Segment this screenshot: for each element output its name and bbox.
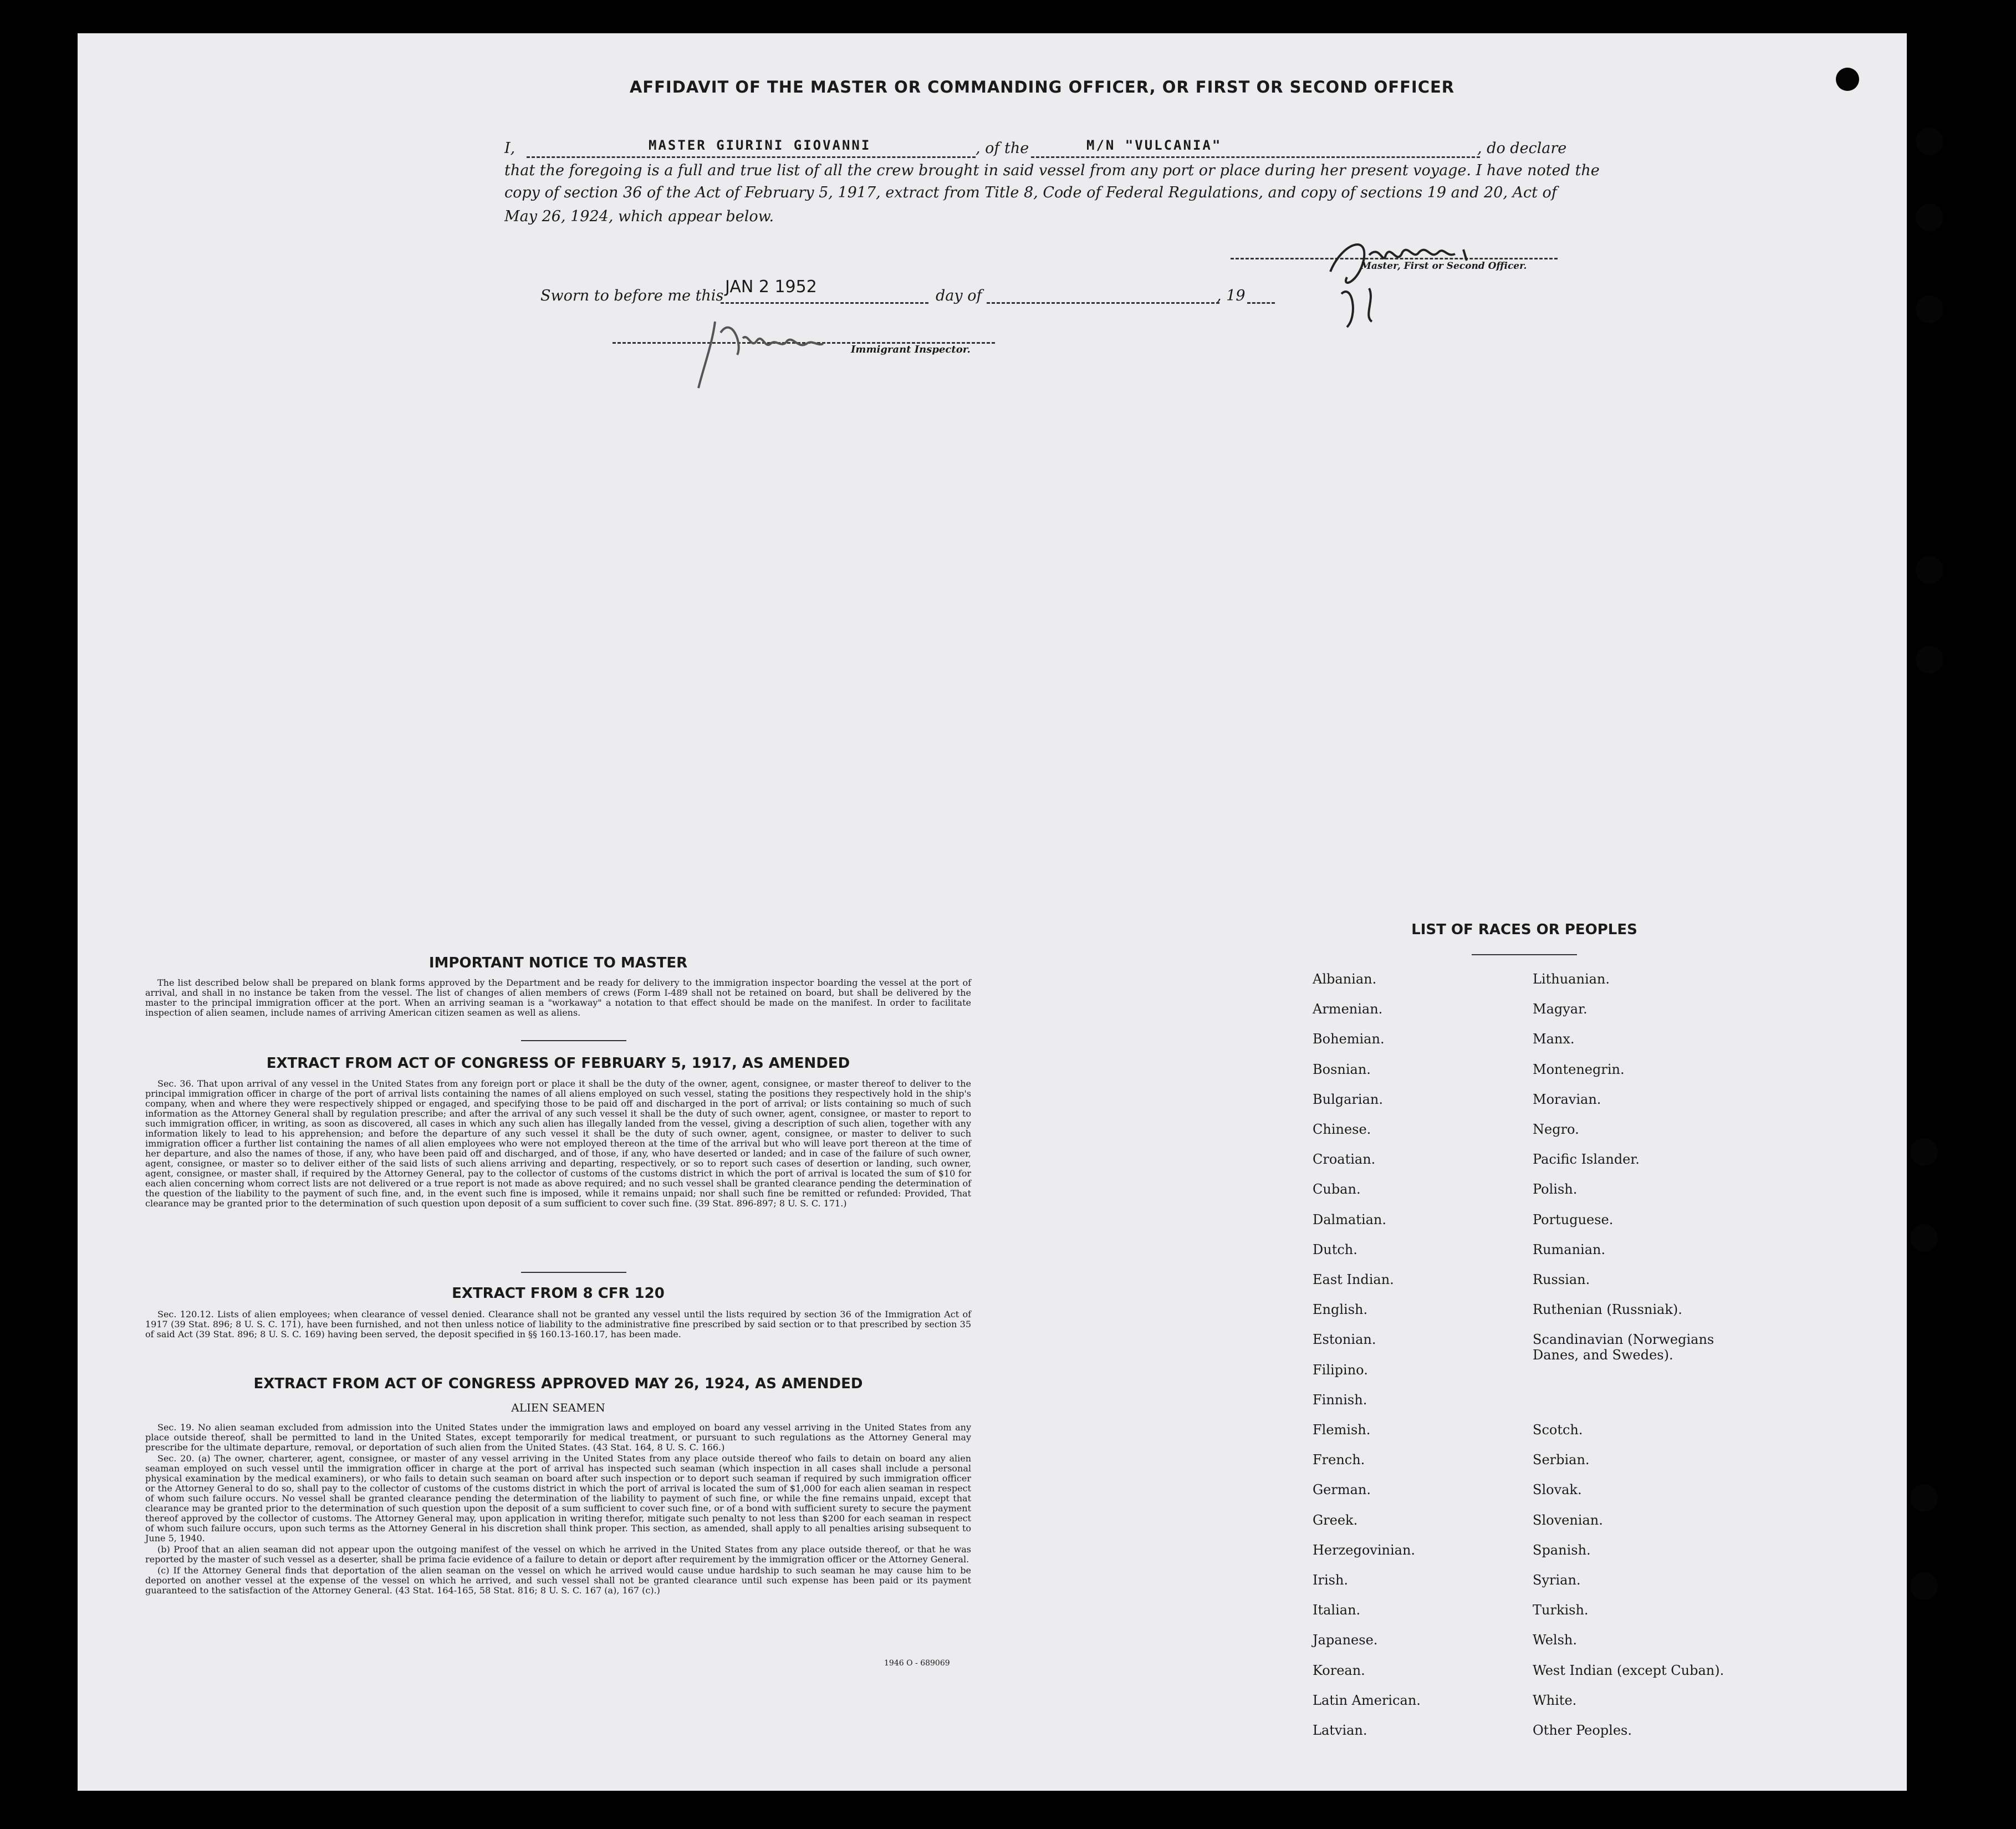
race-item: Other Peoples.	[1533, 1723, 1632, 1738]
race-item: Italian.	[1313, 1602, 1361, 1618]
race-item: Danes, and Swedes).	[1533, 1347, 1673, 1363]
declaration-line-3: May 26, 1924, which appear below.	[504, 208, 774, 225]
officer-signature	[1319, 222, 1508, 333]
race-item: Scotch.	[1533, 1422, 1583, 1438]
race-item: Filipino.	[1313, 1362, 1368, 1378]
extract-cfr-title: EXTRACT FROM 8 CFR 120	[452, 1285, 665, 1302]
race-item: Croatian.	[1313, 1152, 1376, 1167]
race-item: Welsh.	[1533, 1632, 1577, 1648]
race-item: Slovak.	[1533, 1482, 1582, 1497]
race-item: White.	[1533, 1693, 1577, 1708]
race-item: Albanian.	[1313, 971, 1377, 987]
vessel-line	[1031, 156, 1480, 158]
race-item: Rumanian.	[1533, 1242, 1606, 1257]
race-item: Dutch.	[1313, 1242, 1357, 1257]
race-item: Ruthenian (Russniak).	[1533, 1302, 1682, 1317]
race-item: Serbian.	[1533, 1452, 1590, 1468]
notice-title: IMPORTANT NOTICE TO MASTER	[428, 955, 688, 971]
year-line	[1247, 302, 1275, 304]
races-title-underline	[1472, 954, 1577, 955]
section-20c: (c) If the Attorney General finds that deportation of the alien seaman on the vessel on which he arrived would cause undue hardship to such seaman he may cause him to be deported on another vessel at the expense of the vessel on which he arrived, and such vessel shall not be granted clearance until such expense has been paid or its payment guaranteed to the satisfaction of the Attorney General. (43 Stat. 164-165, 58 Stat. 816; 8 U. S. C. 167 (a), 167 (c).)	[145, 1565, 971, 1596]
race-item: Herzegovinian.	[1313, 1542, 1416, 1558]
race-item: Chinese.	[1313, 1122, 1371, 1137]
race-item: Moravian.	[1533, 1092, 1601, 1107]
race-item: Bohemian.	[1313, 1031, 1385, 1047]
punch-hole	[1916, 128, 1943, 155]
race-item: German.	[1313, 1482, 1371, 1497]
race-item: Manx.	[1533, 1031, 1575, 1047]
year-prefix: , 19	[1217, 287, 1246, 304]
race-item: Polish.	[1533, 1181, 1578, 1197]
i-label: I,	[504, 140, 516, 157]
inspector-label: Immigrant Inspector.	[851, 344, 971, 355]
extract-cfr-text: Sec. 120.12. Lists of alien employees; when clearance of vessel denied. Clearance shall not be granted any vessel until the lists required by section 36 of the Immigration Act of 1917 (39 Stat. 896; 8 U. S. C. 171), have been furnished, and not then unless notice of liability to the administrative fine prescribed by said section or to that prescribed by section 35 of said Act (39 Stat. 896; 8 U. S. C. 169) having been served, the deposit specified in §§ 160.13-160.17, has been made.	[145, 1309, 971, 1339]
punch-hole	[1910, 1484, 1938, 1512]
sworn-label: Sworn to before me this	[540, 287, 724, 304]
punch-hole	[1916, 296, 1943, 323]
race-item: Korean.	[1313, 1663, 1365, 1678]
section-19: Sec. 19. No alien seaman excluded from admission into the United States under the immigration laws and employed on board any vessel arriving in the United States from any place outside thereof, shall be permitted to land in the United States, except temporarily for medical treatment, or pursuant to such regulations as the Attorney General may prescribe for the ultimate departure, removal, or deportation of such alien from the United States. (43 Stat. 164, 8 U. S. C. 166.)	[145, 1422, 971, 1453]
punch-hole	[1836, 68, 1859, 91]
punch-hole	[1910, 1224, 1938, 1252]
race-item: Irish.	[1313, 1572, 1349, 1588]
day-of-line	[987, 302, 1219, 304]
race-item: Greek.	[1313, 1512, 1358, 1528]
extract-1924-title: EXTRACT FROM ACT OF CONGRESS APPROVED MAY 26, 1924, AS AMENDED	[253, 1375, 863, 1392]
punch-hole	[1910, 1572, 1938, 1600]
race-item: East Indian.	[1313, 1272, 1394, 1287]
race-item: Magyar.	[1533, 1001, 1588, 1017]
race-item: Pacific Islander.	[1533, 1152, 1640, 1167]
punch-hole	[1916, 203, 1943, 231]
punch-hole	[1910, 1138, 1938, 1166]
race-item: Slovenian.	[1533, 1512, 1603, 1528]
section-20a: Sec. 20. (a) The owner, charterer, agent, consignee, or master of any vessel arriving in the United States from any place outside thereof who fails to detain on board any alien seaman employed on such vessel until the immigration officer in charge at the port of arrival has inspected such seaman (which inspection in all cases shall include a personal physical examination by the medical examiners), or who fails to detain such seaman on board after such inspection or to deport such seaman if required by such immigration officer or the Attorney General to do so, shall pay to the collector of customs of the customs district in which the port of arrival is located the sum of $1,000 for each alien seaman in respect of whom such failure occurs. No vessel shall be granted clearance pending the determination of the liability to payment of such fine, or while the fine remains unpaid, except that clearance may be granted prior to the determination of such question upon the deposit of a sum sufficient to cover such fine, or of a bond with sufficient surety to secure the payment thereof approved by the collector of customs. The Attorney General may, upon application in writing therefor, mitigate such penalty to not less than $200 for each seaman in respect of whom such failure occurs, upon such terms as the Attorney General in his discretion shall think proper. This section, as amended, shall apply to all penalties arising subsequent to June 5, 1940.	[145, 1453, 971, 1543]
race-item: West Indian (except Cuban).	[1533, 1663, 1724, 1678]
race-item: Latvian.	[1313, 1723, 1367, 1738]
race-item: Dalmatian.	[1313, 1212, 1387, 1227]
race-item: Russian.	[1533, 1272, 1590, 1287]
race-item: Finnish.	[1313, 1392, 1367, 1408]
punch-hole	[1916, 556, 1943, 584]
officer-name-line	[527, 156, 976, 158]
races-title: LIST OF RACES OR PEOPLES	[1411, 921, 1637, 938]
extract-1917-title: EXTRACT FROM ACT OF CONGRESS OF FEBRUARY 5, 1917, AS AMENDED	[266, 1055, 850, 1072]
race-item: Syrian.	[1533, 1572, 1581, 1588]
sworn-date-line	[721, 302, 928, 304]
race-item: Bosnian.	[1313, 1062, 1371, 1077]
race-item: Turkish.	[1533, 1602, 1589, 1618]
race-item: Montenegrin.	[1533, 1062, 1625, 1077]
print-code: 1946 O - 689069	[884, 1659, 950, 1668]
extract-1924-subtitle: ALIEN SEAMEN	[511, 1401, 605, 1414]
officer-name: MASTER GIURINI GIOVANNI	[649, 137, 871, 153]
race-item: Scandinavian (Norwegians	[1533, 1332, 1714, 1347]
race-item: Portuguese.	[1533, 1212, 1614, 1227]
race-item: Latin American.	[1313, 1693, 1421, 1708]
race-item: Lithuanian.	[1533, 971, 1610, 987]
race-item: Cuban.	[1313, 1181, 1361, 1197]
race-item: Negro.	[1533, 1122, 1579, 1137]
declaration-line-1: that the foregoing is a full and true list of all the crew brought in said vessel from any port or place during her present voyage. I have noted the	[504, 162, 1600, 179]
divider	[521, 1272, 626, 1273]
officer-signature-label: Master, First or Second Officer.	[1361, 261, 1527, 272]
inspector-signature	[682, 310, 848, 394]
declaration-line-2: copy of section 36 of the Act of February 5, 1917, extract from Title 8, Code of Federal Regulations, and copy of sections 19 and 20, Act of	[504, 184, 1557, 201]
race-item: French.	[1313, 1452, 1365, 1468]
of-the-label: , of the	[976, 140, 1029, 157]
race-item: Estonian.	[1313, 1332, 1376, 1347]
race-item: Spanish.	[1533, 1542, 1591, 1558]
extract-1924-text	[145, 1423, 971, 1597]
divider	[521, 1040, 626, 1041]
do-declare-label: , do declare	[1477, 140, 1567, 157]
vessel-name: M/N "VULCANIA"	[1086, 137, 1222, 153]
race-item: Bulgarian.	[1313, 1092, 1383, 1107]
sworn-date: JAN 2 1952	[725, 277, 817, 297]
race-item: Flemish.	[1313, 1422, 1371, 1438]
punch-hole	[1916, 646, 1943, 674]
day-of-label: day of	[936, 287, 982, 304]
race-item: English.	[1313, 1302, 1368, 1317]
notice-text: The list described below shall be prepared on blank forms approved by the Department and be ready for delivery to the immigration inspector boarding the vessel at the port of arrival, and shall in no instance be taken from the vessel. The list of changes of alien members of crews (Form I-489 shall not be retained on board, but shall be delivered by the master to the principal immigration officer at the port. When an arriving seaman is a "workaway" a notation to that effect should be made on the manifest. In order to facilitate inspection of alien seamen, include names of arriving American citizen seamen as well as aliens.	[145, 977, 971, 1018]
affidavit-title: AFFIDAVIT OF THE MASTER OR COMMANDING OFFICER, OR FIRST OR SECOND OFFICER	[629, 78, 1455, 96]
extract-1917-text: Sec. 36. That upon arrival of any vessel in the United States from any foreign port or place it shall be the duty of the owner, agent, consignee, or master thereof to deliver to the principal immigration officer in charge of the port of arrival lists containing the names of all aliens employed on such vessel, stating the positions they respectively hold in the ship's company, when and where they were respectively shipped or engaged, and specifying those to be paid off and discharged in the port of arrival; or lists containing so much of such information as the Attorney General shall by regulation prescribe; and after the arrival of any such vessel it shall be the duty of such owner, agent, consignee, or master to report to such immigration officer, in writing, as soon as discovered, all cases in which any such alien has illegally landed from the vessel, giving a description of such alien, together with any information likely to lead to his apprehension; and before the departure of any such vessel it shall be the duty of such owner, agent, consignee, or master to deliver to such immigration officer a further list containing the names of all alien employees who were not employed thereon at the time of the arrival but who will leave port thereon at the time of her departure, and also the names of those, if any, who have been paid off and discharged, and of those, if any, who have deserted or landed; and in case of the failure of such owner, agent, consignee, or master so to deliver either of the said lists of such aliens arriving and departing, respectively, or so to report such cases of desertion or landing, such owner, agent, consignee, or master shall, if required by the Attorney General, pay to the collector of customs of the customs district in which the port of arrival is located the sum of $10 for each alien concerning whom correct lists are not delivered or a true report is not made as above required; and no such vessel shall be granted clearance pending the determination of the question of the liability to the payment of such fine, and, in the event such fine is imposed, while it remains unpaid; nor shall such fine be remitted or refunded: Provided, That clearance may be granted prior to the determination of such question upon deposit of a sum sufficient to cover such fine. (39 Stat. 896-897; 8 U. S. C. 171.)	[145, 1078, 971, 1209]
race-item: Japanese.	[1313, 1632, 1378, 1648]
section-20b: (b) Proof that an alien seaman did not appear upon the outgoing manifest of the vessel on which he arrived in the United States from any place outside thereof, or that he was reported by the master of such vessel as a deserter, shall be prima facie evidence of a failure to detain or deport after requirement by the immigration officer or the Attorney General.	[145, 1544, 971, 1565]
race-item: Armenian.	[1313, 1001, 1383, 1017]
